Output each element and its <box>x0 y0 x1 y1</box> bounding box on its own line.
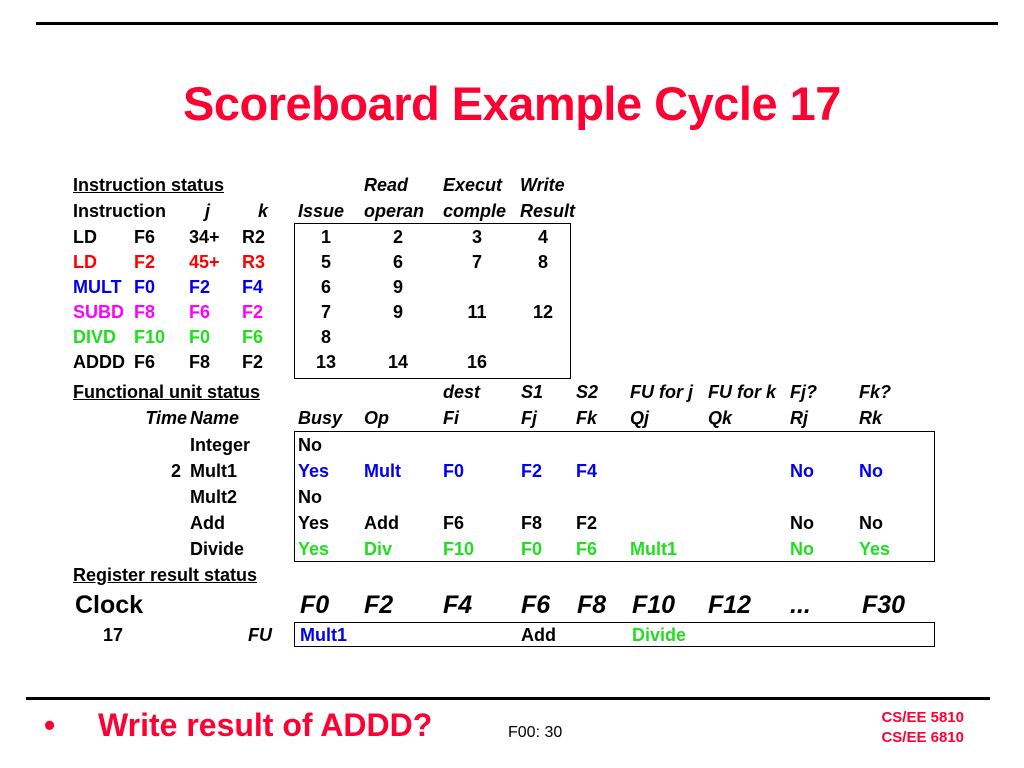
fu-fi: F10 <box>443 539 475 559</box>
fu-fj: F0 <box>521 539 543 559</box>
register-f6: F6 <box>521 591 551 619</box>
hdr-name: Name <box>190 408 240 428</box>
register-fu-value: Divide <box>632 625 687 645</box>
hdr-fi: Fi <box>443 408 459 428</box>
fu-fk: F2 <box>576 513 598 533</box>
fu-qj: Mult1 <box>630 539 677 559</box>
fu-name: Mult1 <box>190 461 237 481</box>
instr-dest: F0 <box>134 277 156 297</box>
fu-rk: No <box>859 461 883 481</box>
instr-k: R2 <box>242 227 266 247</box>
instr-j: F6 <box>189 302 211 322</box>
register-f10: F10 <box>632 591 676 619</box>
instr-issue: 8 <box>320 327 331 347</box>
fu-busy: Yes <box>298 513 330 533</box>
fu-rj: No <box>790 461 814 481</box>
top-rule <box>36 22 998 25</box>
hdr-fj-q: Fj? <box>790 382 817 402</box>
instr-dest: F6 <box>134 352 156 372</box>
register-status-label: Register result status <box>73 565 258 585</box>
register-fu-value: Add <box>521 625 556 645</box>
instr-exec: 11 <box>467 302 487 322</box>
instr-op: ADDD <box>73 352 125 372</box>
instr-read: 9 <box>392 302 403 322</box>
hdr-fj: Fj <box>521 408 537 428</box>
fu-fj: F8 <box>521 513 543 533</box>
fu-busy: No <box>298 487 322 507</box>
hdr-j: j <box>205 201 211 221</box>
register-status-box <box>294 622 935 647</box>
hdr-exec-top: Execut <box>443 175 503 195</box>
instr-op: SUBD <box>73 302 125 322</box>
hdr-dest: dest <box>443 382 481 402</box>
hdr-fk-q: Fk? <box>859 382 892 402</box>
fu-name: Mult2 <box>190 487 237 507</box>
instr-dest: F8 <box>134 302 156 322</box>
instr-op: MULT <box>73 277 122 297</box>
register-f0: F0 <box>300 591 330 619</box>
hdr-time: Time <box>145 408 187 428</box>
hdr-write: Result <box>520 201 576 221</box>
instr-issue: 1 <box>320 227 331 247</box>
fu-rk: No <box>859 513 883 533</box>
instruction-status-label: Instruction status <box>73 175 225 195</box>
instr-op: LD <box>73 252 97 272</box>
fu-name: Add <box>190 513 225 533</box>
fu-op: Mult <box>364 461 401 481</box>
fu-row-label: FU <box>248 625 272 645</box>
register-f4: F4 <box>443 591 473 619</box>
register-ellipsis: ... <box>790 591 811 619</box>
instr-j: F2 <box>189 277 211 297</box>
instr-j: 45+ <box>189 252 220 272</box>
instr-k: F6 <box>242 327 264 347</box>
instr-issue: 13 <box>315 352 337 372</box>
instr-k: F4 <box>242 277 264 297</box>
instr-read: 6 <box>392 252 403 272</box>
clock-value: 17 <box>102 625 124 645</box>
hdr-read-top: Read <box>364 175 409 195</box>
instr-dest: F10 <box>134 327 166 347</box>
instr-read: 9 <box>392 277 403 297</box>
slide-number: F00: 30 <box>508 724 563 741</box>
instr-exec: 7 <box>471 252 482 272</box>
hdr-fu-k: FU for k <box>708 382 777 402</box>
fu-rj: No <box>790 513 814 533</box>
fu-op: Add <box>364 513 399 533</box>
hdr-read: operan <box>364 201 425 221</box>
instr-k: F2 <box>242 352 264 372</box>
fu-busy: Yes <box>298 461 330 481</box>
register-f30: F30 <box>862 591 906 619</box>
fu-fk: F4 <box>576 461 598 481</box>
fu-status-label: Functional unit status <box>73 382 260 402</box>
instr-dest: F2 <box>134 252 156 272</box>
hdr-busy: Busy <box>298 408 343 428</box>
hdr-rj: Rj <box>790 408 808 428</box>
hdr-s1: S1 <box>521 382 544 402</box>
hdr-issue: Issue <box>298 201 345 221</box>
fu-fj: F2 <box>521 461 543 481</box>
register-fu-value: Mult1 <box>300 625 347 645</box>
instr-op: LD <box>73 227 97 247</box>
instr-write: 8 <box>537 252 548 272</box>
fu-fk: F6 <box>576 539 598 559</box>
register-f12: F12 <box>708 591 752 619</box>
hdr-qj: Qj <box>630 408 650 428</box>
bottom-rule <box>26 697 990 700</box>
question-text: Write result of ADDD? <box>98 707 433 743</box>
hdr-fu-j: FU for j <box>630 382 693 402</box>
fu-name: Divide <box>190 539 245 559</box>
fu-rj: No <box>790 539 814 559</box>
instr-j: F8 <box>189 352 211 372</box>
course-code-2: CS/EE 6810 <box>881 729 964 746</box>
fu-fi: F0 <box>443 461 465 481</box>
instr-j: F0 <box>189 327 211 347</box>
hdr-qk: Qk <box>708 408 733 428</box>
instr-j: 34+ <box>189 227 220 247</box>
instr-read: 2 <box>392 227 403 247</box>
fu-busy: Yes <box>298 539 330 559</box>
instr-exec: 16 <box>466 352 488 372</box>
register-f2: F2 <box>364 591 394 619</box>
instr-write: 4 <box>537 227 548 247</box>
course-code-1: CS/EE 5810 <box>881 709 964 726</box>
fu-fi: F6 <box>443 513 465 533</box>
hdr-s2: S2 <box>576 382 599 402</box>
register-f8: F8 <box>577 591 607 619</box>
fu-busy: No <box>298 435 322 455</box>
instr-issue: 6 <box>320 277 331 297</box>
hdr-write-top: Write <box>520 175 565 195</box>
bullet-icon: • <box>44 707 56 743</box>
hdr-op: Op <box>364 408 389 428</box>
fu-time: 2 <box>170 461 181 481</box>
hdr-k: k <box>258 201 269 221</box>
instr-op: DIVD <box>73 327 117 347</box>
hdr-instruction: Instruction <box>73 201 166 221</box>
fu-name: Integer <box>190 435 251 455</box>
instr-k: R3 <box>242 252 266 272</box>
fu-op: Div <box>364 539 393 559</box>
instr-exec: 3 <box>471 227 482 247</box>
instr-k: F2 <box>242 302 264 322</box>
instr-issue: 5 <box>320 252 331 272</box>
instr-issue: 7 <box>320 302 331 322</box>
hdr-fk: Fk <box>576 408 598 428</box>
instr-read: 14 <box>387 352 409 372</box>
clock-label: Clock <box>75 591 144 619</box>
fu-rk: Yes <box>859 539 891 559</box>
hdr-exec: comple <box>443 201 507 221</box>
instr-dest: F6 <box>134 227 156 247</box>
instr-write: 12 <box>532 302 554 322</box>
slide-title: Scoreboard Example Cycle 17 <box>183 77 841 130</box>
hdr-rk: Rk <box>859 408 883 428</box>
